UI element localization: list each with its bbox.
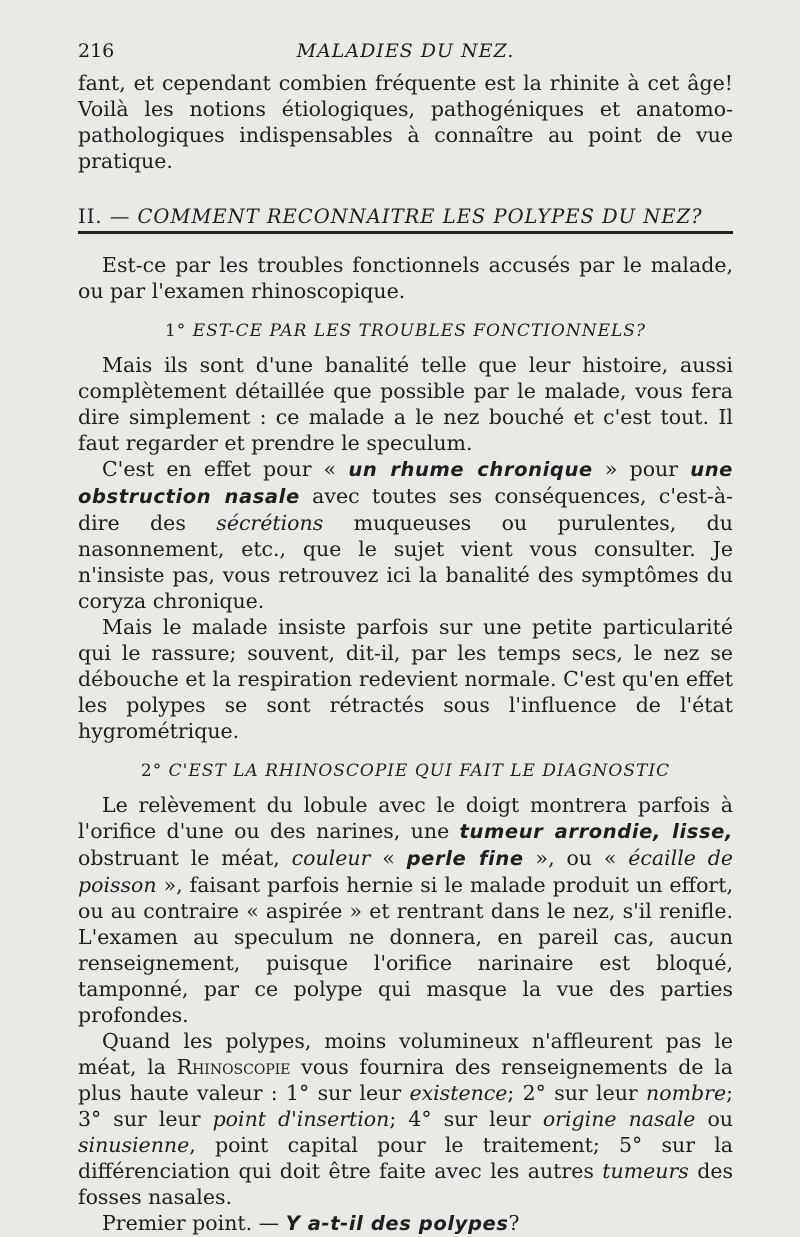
paragraph-lobule: Le relèvement du lobule avec le doigt montrera parfois à l'orifice d'une ou des narines, une tumeur arrondie, lisse, obstruant le méat, couleur « perle fine », ou « écaille de poisson », faisant parfois hernie si le malade produit un effort, ou au contraire « aspirée » et rentrant dans le nez, s'il renifle. L'examen au speculum ne donnera, en pareil cas, aucun renseignement, puisque l'orifice narinaire est bloqué, tamponné, par ce polype qui masque la vue des parties profondes.	[78, 793, 733, 1027]
subsection-heading-1	[78, 321, 733, 341]
smallcaps-rhinoscopie: Rhinoscopie	[176, 1055, 291, 1079]
emphasis-perle: perle fine	[406, 847, 524, 870]
section-heading	[78, 205, 733, 234]
page-number: 216	[78, 40, 115, 62]
subsection-number: 2°	[140, 761, 163, 781]
emphasis-couleur: couleur	[291, 846, 371, 870]
paragraph-rhinoscopie: Quand les polypes, moins volumineux n'affleurent pas le méat, la Rhinoscopie vous fournira des renseignements de la plus haute valeur : 1° sur leur existence; 2° sur leur nombre; 3° sur leur point d'insertion; 4° sur leur origine nasale ou sinusienne, point capital pour le traitement; 5° sur la différenciation qui doit être faite avec les autres tumeurs des fosses nasales.	[78, 1029, 734, 1209]
subsection-number: 1°	[164, 321, 187, 341]
paragraph-premier-point: Premier point. — Y a-t-il des polypes?	[102, 1211, 520, 1235]
paragraph-particularite: Mais le malade insiste parfois sur une petite particularité qui le rassure; souvent, dit-il, par les temps secs, le nez se débouche et la respiration redevient normale. C'est qu'en effet les polypes se sont rétractés sous l'influence de l'état hygrométrique.	[78, 615, 733, 743]
emphasis-rhume: un rhume chronique	[348, 458, 593, 481]
subsection-title-text: C'EST LA RHINOSCOPIE QUI FAIT LE DIAGNOSTIC	[168, 761, 671, 781]
subsection-title-text: EST-CE PAR LES TROUBLES FONCTIONNELS?	[192, 321, 647, 341]
page-header	[78, 36, 733, 70]
paragraph-symptoms: Mais ils sont d'une banalité telle que leur histoire, aussi complètement détaillée que possible par le malade, vous fera dire simplement : ce malade a le nez bouché et c'est tout. Il faut regarder et prendre le speculum.	[78, 353, 733, 455]
paragraph-consultation: C'est en effet pour « un rhume chronique » pour une obstruction nasale avec toutes ses conséquences, c'est-à-dire des sécrétions muqueuses ou purulentes, du nasonnement, etc., que le sujet vient vous consulter. Je n'insiste pas, vous retrouvez ici la banalité des symptômes du coryza chronique.	[78, 457, 734, 613]
emphasis-secretions: sécrétions	[216, 511, 324, 535]
section-title-text: — COMMENT RECONNAITRE LES POLYPES DU NEZ?	[109, 205, 703, 228]
book-page	[78, 36, 733, 1237]
emphasis-tumeur: tumeur arrondie, lisse,	[459, 820, 733, 843]
subsection-heading-2	[78, 761, 733, 781]
emphasis-ecaille: écaille de poisson	[78, 846, 733, 897]
emphasis-obstruction: une obstruction nasale	[78, 458, 734, 508]
section-number: II.	[78, 205, 103, 228]
paragraph-question: Est-ce par les troubles fonctionnels accusés par le malade, ou par l'examen rhinoscopique.	[78, 253, 733, 303]
paragraph-continuation: fant, et cependant combien fréquente est la rhinite à cet âge! Voilà les notions étiologiques, pathogéniques et anatomo-pathologiques indispensables à connaître au point de vue pratique.	[78, 71, 733, 173]
emphasis-polypes-question: Y a-t-il des polypes	[285, 1212, 509, 1235]
running-title: MALADIES DU NEZ.	[296, 40, 515, 62]
